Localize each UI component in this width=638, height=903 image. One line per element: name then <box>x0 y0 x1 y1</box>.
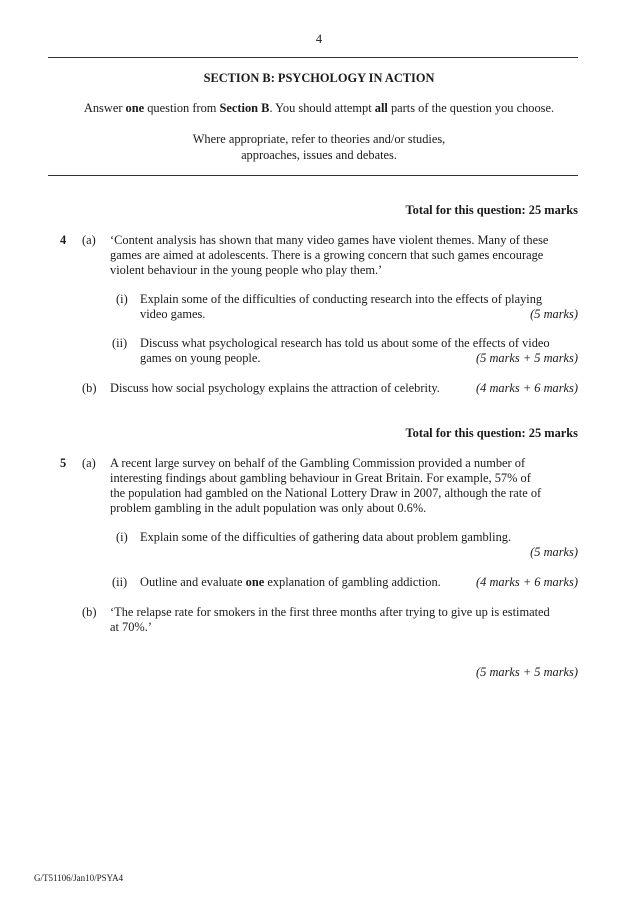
instruction-emphasis-all: all <box>374 101 388 115</box>
footer-code: G/T51106/Jan10/PSYA4 <box>34 873 124 883</box>
q5-i-text: Explain some of the difficulties of gathering data about problem gambling. <box>140 530 512 544</box>
q4-ii-text-line2: games on young people. <box>140 351 261 365</box>
q5-a-text-line4: problem gambling in the adult population was only about 0.6%. <box>110 501 427 515</box>
q5-number: 5 <box>60 456 67 470</box>
q5-ii-emphasis-one: one <box>245 575 265 589</box>
q5-b-quote-line1: ‘The relapse rate for smokers in the first three months after trying to give up is estimated <box>110 605 550 619</box>
q5-b-marks: (5 marks + 5 marks) <box>476 665 578 679</box>
q4-a-text-line3: violent behaviour in the young people who play them.’ <box>110 263 383 277</box>
q5-i-marks: (5 marks) <box>530 545 578 559</box>
page-number: 4 <box>315 32 323 46</box>
q5-b-quote-line2: at 70%.’ <box>110 620 152 634</box>
q5-b-label: (b) <box>82 605 97 619</box>
q4-i-marks: (5 marks) <box>530 307 578 321</box>
q4-ii-text-line1: Discuss what psychological research has told us about some of the effects of video <box>140 336 550 350</box>
section-title: SECTION B: PSYCHOLOGY IN ACTION <box>203 71 435 85</box>
q4-ii-label: (ii) <box>112 336 128 350</box>
q5-a-label: (a) <box>82 456 96 470</box>
q4-total-marks: Total for this question: 25 marks <box>405 203 578 217</box>
instruction-text: Answer <box>83 101 126 115</box>
instruction-text: parts of the question you choose. <box>387 101 555 115</box>
section-instruction <box>0 101 638 116</box>
q4-b-text: Discuss how social psychology explains the attraction of celebrity. <box>110 381 440 395</box>
q5-a-text-line1: A recent large survey on behalf of the Gambling Commission provided a number of <box>110 456 526 470</box>
q4-number: 4 <box>60 233 67 247</box>
section-note-line1: Where appropriate, refer to theories and/or studies, <box>192 132 446 146</box>
bottom-divider <box>48 175 578 176</box>
q4-a-label: (a) <box>82 233 96 247</box>
q5-a-text-line2: interesting findings about gambling behaviour in Great Britain. For example, 57% of <box>110 471 531 485</box>
instruction-text: . You should attempt <box>269 101 375 115</box>
instruction-emphasis-one: one <box>125 101 145 115</box>
q5-i-label: (i) <box>116 530 128 544</box>
instruction-text: question from <box>144 101 220 115</box>
instruction-emphasis-section: Section B <box>219 101 270 115</box>
q4-b-label: (b) <box>82 381 97 395</box>
q4-a-text-line2: games are aimed at adolescents. There is a growing concern that such games encourage <box>110 248 544 262</box>
q4-a-text-line1: ‘Content analysis has shown that many video games have violent themes. Many of these <box>110 233 549 247</box>
q5-ii-text <box>140 575 441 590</box>
top-divider <box>48 57 578 58</box>
section-note-line2: approaches, issues and debates. <box>241 148 397 162</box>
q5-ii-text-post: explanation of gambling addiction. <box>264 575 441 589</box>
q5-ii-marks: (4 marks + 6 marks) <box>476 575 578 589</box>
q4-i-text-line1: Explain some of the difficulties of conducting research into the effects of playing <box>140 292 543 306</box>
q4-ii-marks: (5 marks + 5 marks) <box>476 351 578 365</box>
q4-b-marks: (4 marks + 6 marks) <box>476 381 578 395</box>
q5-a-text-line3: the population had gambled on the National Lottery Draw in 2007, although the rate of <box>110 486 542 500</box>
q5-ii-text-pre: Outline and evaluate <box>140 575 246 589</box>
q5-total-marks: Total for this question: 25 marks <box>405 426 578 440</box>
q4-i-text-line2: video games. <box>140 307 206 321</box>
q4-i-label: (i) <box>116 292 128 306</box>
q5-ii-label: (ii) <box>112 575 128 589</box>
